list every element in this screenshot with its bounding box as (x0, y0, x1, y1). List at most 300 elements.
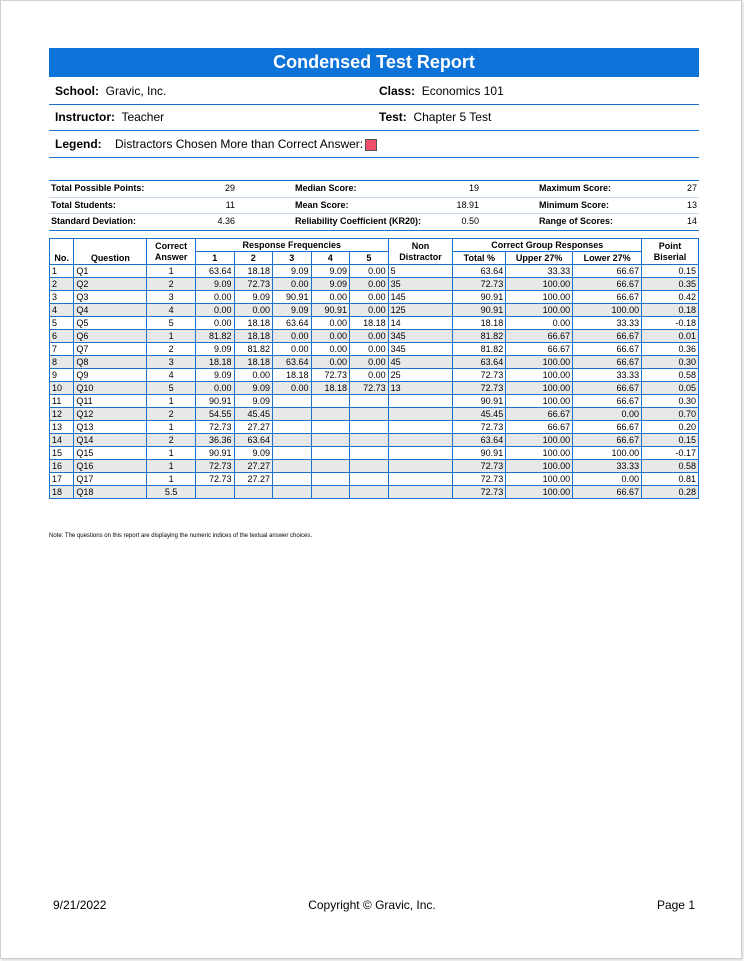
header-f4: 4 (311, 252, 350, 265)
cell-f4: 0.00 (311, 356, 350, 369)
cell-ca: 5 (147, 317, 196, 330)
table-row (50, 447, 699, 460)
cell-f2: 63.64 (234, 434, 273, 447)
cell-f1: 81.82 (195, 330, 234, 343)
cell-nd (388, 473, 453, 486)
cell-lo: 66.67 (573, 356, 642, 369)
cell-nd: 45 (388, 356, 453, 369)
cell-ca: 2 (147, 278, 196, 291)
table-row (50, 369, 699, 382)
cell-q: Q8 (74, 356, 147, 369)
cell-pb: 0.70 (642, 408, 699, 421)
range-label: Range of Scores: (537, 214, 674, 230)
header-response-frequencies: Response Frequencies (195, 239, 388, 252)
cell-f1: 54.55 (195, 408, 234, 421)
cell-lo: 100.00 (573, 304, 642, 317)
cell-q: Q5 (74, 317, 147, 330)
cell-pb: 0.20 (642, 421, 699, 434)
cell-f5: 0.00 (350, 343, 389, 356)
cell-no: 14 (50, 434, 74, 447)
cell-q: Q10 (74, 382, 147, 395)
cell-ca: 1 (147, 460, 196, 473)
table-row (50, 382, 699, 395)
table-row (50, 291, 699, 304)
cell-q: Q17 (74, 473, 147, 486)
cell-f3: 0.00 (273, 382, 312, 395)
cell-ca: 2 (147, 408, 196, 421)
cell-pb: 0.15 (642, 265, 699, 278)
cell-pb: -0.18 (642, 317, 699, 330)
cell-up: 100.00 (506, 434, 573, 447)
cell-nd (388, 395, 453, 408)
cell-ca: 4 (147, 304, 196, 317)
cell-f2: 18.18 (234, 265, 273, 278)
cell-f4: 0.00 (311, 291, 350, 304)
cell-f4: 72.73 (311, 369, 350, 382)
cell-f1: 0.00 (195, 382, 234, 395)
cell-up: 66.67 (506, 421, 573, 434)
cell-nd: 125 (388, 304, 453, 317)
cell-lo: 66.67 (573, 486, 642, 499)
cell-pb: 0.35 (642, 278, 699, 291)
cell-f5: 0.00 (350, 265, 389, 278)
cell-lo: 0.00 (573, 408, 642, 421)
cell-f3 (273, 473, 312, 486)
table-row (50, 317, 699, 330)
cell-f2: 27.27 (234, 421, 273, 434)
cell-up: 100.00 (506, 395, 573, 408)
cell-tot: 90.91 (453, 395, 506, 408)
cell-tot: 18.18 (453, 317, 506, 330)
header-correct-answer: Correct Answer (147, 239, 196, 265)
cell-tot: 72.73 (453, 460, 506, 473)
cell-f3: 63.64 (273, 317, 312, 330)
cell-f5: 72.73 (350, 382, 389, 395)
cell-lo: 33.33 (573, 369, 642, 382)
header-f5: 5 (350, 252, 389, 265)
header-correct-group: Correct Group Responses (453, 239, 642, 252)
cell-f1: 9.09 (195, 343, 234, 356)
cell-f4 (311, 408, 350, 421)
table-row (50, 473, 699, 486)
cell-f5 (350, 434, 389, 447)
cell-lo: 66.67 (573, 265, 642, 278)
cell-no: 7 (50, 343, 74, 356)
cell-f3: 0.00 (273, 278, 312, 291)
table-row (50, 460, 699, 473)
cell-f2: 0.00 (234, 369, 273, 382)
item-analysis-table (49, 238, 699, 499)
cell-nd: 35 (388, 278, 453, 291)
cell-no: 1 (50, 265, 74, 278)
cell-f1: 36.36 (195, 434, 234, 447)
cell-q: Q4 (74, 304, 147, 317)
cell-f3 (273, 434, 312, 447)
cell-no: 11 (50, 395, 74, 408)
cell-pb: 0.58 (642, 369, 699, 382)
cell-q: Q7 (74, 343, 147, 356)
cell-tot: 63.64 (453, 434, 506, 447)
cell-f3: 0.00 (273, 330, 312, 343)
cell-f3: 9.09 (273, 304, 312, 317)
cell-tot: 90.91 (453, 447, 506, 460)
cell-q: Q18 (74, 486, 147, 499)
cell-pb: 0.36 (642, 343, 699, 356)
cell-f1: 0.00 (195, 291, 234, 304)
cell-f1: 72.73 (195, 421, 234, 434)
maximum-score-label: Maximum Score: (539, 183, 612, 193)
cell-ca: 1 (147, 395, 196, 408)
cell-f3: 90.91 (273, 291, 312, 304)
cell-f3 (273, 460, 312, 473)
cell-f5: 0.00 (350, 356, 389, 369)
cell-tot: 90.91 (453, 291, 506, 304)
cell-f3: 9.09 (273, 265, 312, 278)
cell-f2: 18.18 (234, 317, 273, 330)
cell-no: 4 (50, 304, 74, 317)
cell-f3 (273, 408, 312, 421)
cell-ca: 3 (147, 356, 196, 369)
cell-f2: 9.09 (234, 447, 273, 460)
cell-tot: 72.73 (453, 369, 506, 382)
cell-f4 (311, 473, 350, 486)
cell-up: 100.00 (506, 291, 573, 304)
cell-f4: 9.09 (311, 265, 350, 278)
class-value: Economics 101 (421, 84, 504, 98)
cell-f5 (350, 395, 389, 408)
cell-f4: 9.09 (311, 278, 350, 291)
cell-no: 12 (50, 408, 74, 421)
header-question: Question (74, 239, 147, 265)
cell-f5: 0.00 (350, 330, 389, 343)
cell-lo: 66.67 (573, 330, 642, 343)
cell-f3 (273, 486, 312, 499)
cell-f1: 9.09 (195, 369, 234, 382)
cell-tot: 72.73 (453, 382, 506, 395)
cell-ca: 5 (147, 382, 196, 395)
cell-no: 10 (50, 382, 74, 395)
cell-lo: 0.00 (573, 473, 642, 486)
cell-up: 100.00 (506, 382, 573, 395)
cell-up: 100.00 (506, 304, 573, 317)
cell-pb: 0.42 (642, 291, 699, 304)
table-row (50, 330, 699, 343)
cell-nd: 14 (388, 317, 453, 330)
cell-no: 18 (50, 486, 74, 499)
cell-up: 100.00 (506, 447, 573, 460)
table-row (50, 343, 699, 356)
cell-up: 66.67 (506, 408, 573, 421)
cell-f4 (311, 447, 350, 460)
cell-f5: 0.00 (350, 278, 389, 291)
cell-tot: 81.82 (453, 343, 506, 356)
report-title: Condensed Test Report (49, 48, 699, 77)
header-non-distractor: Non Distractor (388, 239, 453, 265)
class-label: Class: (379, 84, 416, 98)
cell-nd: 345 (388, 343, 453, 356)
cell-pb: 0.30 (642, 395, 699, 408)
cell-f2 (234, 486, 273, 499)
cell-f1: 9.09 (195, 278, 234, 291)
cell-ca: 1 (147, 265, 196, 278)
cell-f5: 0.00 (350, 291, 389, 304)
cell-f1: 72.73 (195, 460, 234, 473)
header-point-biserial: Point Biserial (642, 239, 699, 265)
cell-f2: 0.00 (234, 304, 273, 317)
cell-f1 (195, 486, 234, 499)
maximum-score-value: 27 (686, 183, 697, 193)
cell-nd (388, 460, 453, 473)
minimum-score-label: Minimum Score: (537, 197, 674, 214)
footer-copyright: Copyright © Gravic, Inc. (308, 898, 436, 912)
cell-f5: 0.00 (350, 369, 389, 382)
cell-pb: 0.58 (642, 460, 699, 473)
cell-up: 100.00 (506, 460, 573, 473)
cell-lo: 66.67 (573, 395, 642, 408)
cell-q: Q11 (74, 395, 147, 408)
cell-f3: 63.64 (273, 356, 312, 369)
std-dev-label: Standard Deviation: (49, 214, 173, 230)
cell-lo: 66.67 (573, 382, 642, 395)
cell-tot: 63.64 (453, 356, 506, 369)
cell-lo: 66.67 (573, 278, 642, 291)
cell-f3 (273, 395, 312, 408)
median-score-label: Median Score: (295, 183, 357, 193)
cell-ca: 2 (147, 434, 196, 447)
cell-lo: 66.67 (573, 343, 642, 356)
total-students-label: Total Students: (49, 197, 173, 214)
instructor-label: Instructor: (55, 110, 115, 124)
cell-f5: 18.18 (350, 317, 389, 330)
header-f2: 2 (234, 252, 273, 265)
cell-f4 (311, 421, 350, 434)
cell-tot: 45.45 (453, 408, 506, 421)
legend-swatch (365, 139, 377, 151)
cell-f1: 0.00 (195, 317, 234, 330)
cell-f5 (350, 473, 389, 486)
cell-tot: 72.73 (453, 473, 506, 486)
cell-up: 0.00 (506, 317, 573, 330)
cell-f4 (311, 486, 350, 499)
cell-ca: 1 (147, 421, 196, 434)
cell-no: 8 (50, 356, 74, 369)
cell-q: Q6 (74, 330, 147, 343)
cell-nd: 345 (388, 330, 453, 343)
mean-score-label: Mean Score: (293, 197, 437, 214)
instructor-test-row (49, 105, 699, 131)
mean-score-value: 18.91 (437, 197, 481, 214)
cell-f2: 81.82 (234, 343, 273, 356)
cell-ca: 5.5 (147, 486, 196, 499)
cell-q: Q14 (74, 434, 147, 447)
cell-f3 (273, 447, 312, 460)
table-row (50, 421, 699, 434)
cell-nd (388, 447, 453, 460)
cell-q: Q3 (74, 291, 147, 304)
cell-no: 2 (50, 278, 74, 291)
cell-nd: 25 (388, 369, 453, 382)
cell-f2: 9.09 (234, 291, 273, 304)
cell-nd (388, 434, 453, 447)
cell-f3 (273, 421, 312, 434)
school-value: Gravic, Inc. (105, 84, 167, 98)
cell-pb: 0.81 (642, 473, 699, 486)
cell-f5 (350, 408, 389, 421)
cell-f1: 63.64 (195, 265, 234, 278)
cell-f4 (311, 395, 350, 408)
cell-f2: 18.18 (234, 356, 273, 369)
cell-f2: 72.73 (234, 278, 273, 291)
cell-q: Q1 (74, 265, 147, 278)
legend-row (49, 132, 699, 158)
legend-label: Legend: (55, 137, 102, 151)
header-no: No. (50, 239, 74, 265)
cell-f3: 0.00 (273, 343, 312, 356)
cell-f2: 9.09 (234, 382, 273, 395)
table-row (50, 434, 699, 447)
std-dev-value: 4.36 (173, 214, 237, 230)
cell-f2: 27.27 (234, 473, 273, 486)
cell-up: 33.33 (506, 265, 573, 278)
header-upper: Upper 27% (506, 252, 573, 265)
footer-date: 9/21/2022 (53, 898, 107, 912)
test-label: Test: (379, 110, 407, 124)
table-row (50, 278, 699, 291)
cell-tot: 72.73 (453, 278, 506, 291)
cell-f4: 0.00 (311, 343, 350, 356)
minimum-score-value: 13 (674, 197, 699, 214)
cell-pb: 0.01 (642, 330, 699, 343)
summary-stats (49, 180, 699, 231)
cell-f2: 27.27 (234, 460, 273, 473)
cell-ca: 2 (147, 343, 196, 356)
cell-no: 9 (50, 369, 74, 382)
cell-no: 13 (50, 421, 74, 434)
total-students-value: 11 (173, 197, 237, 214)
cell-f1: 90.91 (195, 395, 234, 408)
cell-pb: 0.18 (642, 304, 699, 317)
total-possible-points-value: 29 (224, 183, 235, 193)
cell-f5: 0.00 (350, 304, 389, 317)
cell-f2: 18.18 (234, 330, 273, 343)
cell-tot: 81.82 (453, 330, 506, 343)
cell-f1: 72.73 (195, 473, 234, 486)
cell-q: Q16 (74, 460, 147, 473)
cell-ca: 1 (147, 330, 196, 343)
cell-ca: 1 (147, 447, 196, 460)
cell-tot: 72.73 (453, 421, 506, 434)
cell-lo: 33.33 (573, 460, 642, 473)
cell-pb: 0.05 (642, 382, 699, 395)
cell-pb: 0.30 (642, 356, 699, 369)
cell-f2: 45.45 (234, 408, 273, 421)
header-f1: 1 (195, 252, 234, 265)
cell-nd: 5 (388, 265, 453, 278)
table-row (50, 408, 699, 421)
cell-f4: 0.00 (311, 330, 350, 343)
cell-up: 66.67 (506, 330, 573, 343)
cell-lo: 66.67 (573, 434, 642, 447)
cell-f2: 9.09 (234, 395, 273, 408)
cell-ca: 1 (147, 473, 196, 486)
reliability-value: 0.50 (437, 214, 481, 230)
cell-nd: 13 (388, 382, 453, 395)
cell-nd: 145 (388, 291, 453, 304)
cell-pb: 0.28 (642, 486, 699, 499)
cell-f4: 0.00 (311, 317, 350, 330)
instructor-value: Teacher (121, 110, 165, 124)
cell-up: 100.00 (506, 486, 573, 499)
cell-nd (388, 408, 453, 421)
cell-f5 (350, 486, 389, 499)
reliability-label: Reliability Coefficient (KR20): (293, 214, 437, 230)
cell-up: 66.67 (506, 343, 573, 356)
cell-no: 5 (50, 317, 74, 330)
cell-up: 100.00 (506, 473, 573, 486)
cell-lo: 66.67 (573, 291, 642, 304)
table-row (50, 304, 699, 317)
cell-f1: 90.91 (195, 447, 234, 460)
test-value: Chapter 5 Test (413, 110, 492, 124)
school-label: School: (55, 84, 99, 98)
cell-f1: 18.18 (195, 356, 234, 369)
cell-pb: 0.15 (642, 434, 699, 447)
cell-no: 6 (50, 330, 74, 343)
cell-q: Q2 (74, 278, 147, 291)
header-f3: 3 (273, 252, 312, 265)
cell-ca: 4 (147, 369, 196, 382)
header-total-pct: Total % (453, 252, 506, 265)
cell-nd (388, 486, 453, 499)
cell-q: Q9 (74, 369, 147, 382)
cell-q: Q12 (74, 408, 147, 421)
table-row (50, 486, 699, 499)
cell-lo: 100.00 (573, 447, 642, 460)
cell-lo: 66.67 (573, 421, 642, 434)
cell-nd (388, 421, 453, 434)
cell-f4 (311, 434, 350, 447)
cell-f3: 18.18 (273, 369, 312, 382)
footer-page: Page 1 (656, 898, 695, 912)
report-note: Note: The questions on this report are displaying the numeric indices of the textual answer choices. (49, 533, 313, 539)
cell-f4: 90.91 (311, 304, 350, 317)
cell-no: 3 (50, 291, 74, 304)
cell-q: Q15 (74, 447, 147, 460)
table-row (50, 265, 699, 278)
cell-up: 100.00 (506, 278, 573, 291)
cell-no: 17 (50, 473, 74, 486)
cell-q: Q13 (74, 421, 147, 434)
cell-tot: 90.91 (453, 304, 506, 317)
school-class-row (49, 79, 699, 105)
cell-no: 15 (50, 447, 74, 460)
cell-f5 (350, 460, 389, 473)
cell-f5 (350, 447, 389, 460)
cell-up: 100.00 (506, 369, 573, 382)
cell-no: 16 (50, 460, 74, 473)
cell-f4: 18.18 (311, 382, 350, 395)
range-value: 14 (674, 214, 699, 230)
cell-tot: 72.73 (453, 486, 506, 499)
cell-ca: 3 (147, 291, 196, 304)
median-score-value: 19 (468, 183, 479, 193)
cell-tot: 63.64 (453, 265, 506, 278)
cell-f5 (350, 421, 389, 434)
cell-f4 (311, 460, 350, 473)
legend-text: Distractors Chosen More than Correct Answer: (115, 137, 364, 151)
cell-lo: 33.33 (573, 317, 642, 330)
table-row (50, 395, 699, 408)
